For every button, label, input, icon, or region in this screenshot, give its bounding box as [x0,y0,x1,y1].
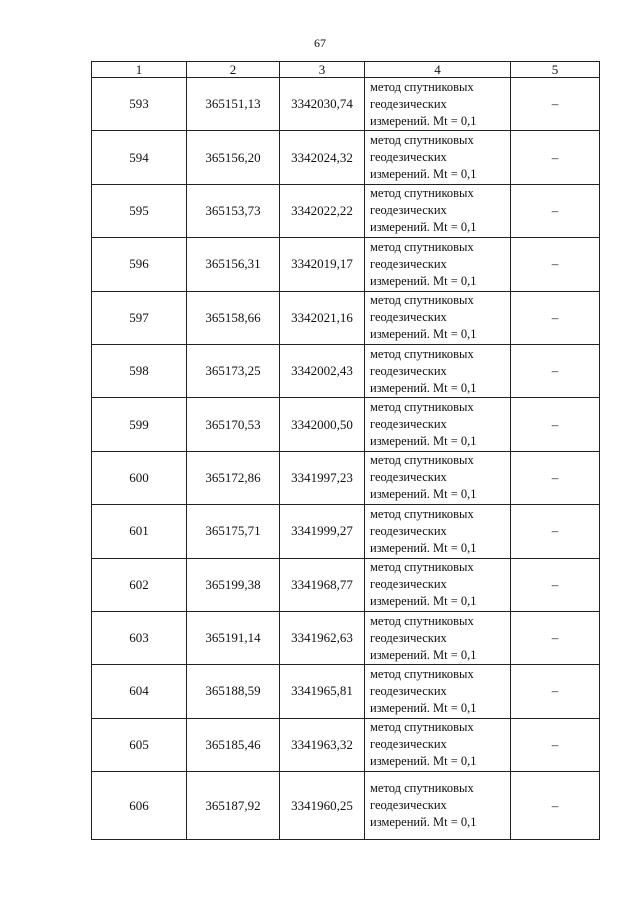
y-coordinate-cell: 3341963,32 [280,718,365,771]
x-coordinate-cell: 365170,53 [187,398,280,451]
method-cell: метод спутниковых геодезических измерений. Mt = 0,1 [365,78,511,131]
table-row [92,665,600,718]
x-coordinate-cell: 365158,66 [187,291,280,344]
table-row [92,718,600,771]
table-body [92,78,600,840]
point-number-cell: 599 [92,398,187,451]
method-cell: метод спутниковых геодезических измерений. Mt = 0,1 [365,184,511,237]
method-cell: метод спутниковых геодезических измерений. Mt = 0,1 [365,718,511,771]
point-number-cell: 600 [92,451,187,504]
table-row [92,772,600,840]
note-cell: – [511,772,600,840]
method-cell: метод спутниковых геодезических измерений. Mt = 0,1 [365,505,511,558]
point-number-cell: 601 [92,505,187,558]
note-cell: – [511,238,600,291]
point-number-cell: 594 [92,131,187,184]
y-coordinate-cell: 3341965,81 [280,665,365,718]
table-row [92,398,600,451]
x-coordinate-cell: 365156,31 [187,238,280,291]
header-col-5: 5 [511,62,600,78]
note-cell: – [511,718,600,771]
y-coordinate-cell: 3341997,23 [280,451,365,504]
y-coordinate-cell: 3342022,22 [280,184,365,237]
x-coordinate-cell: 365187,92 [187,772,280,840]
y-coordinate-cell: 3342030,74 [280,78,365,131]
note-cell: – [511,665,600,718]
method-cell: метод спутниковых геодезических измерений. Mt = 0,1 [365,291,511,344]
table-row [92,344,600,397]
table-row [92,611,600,664]
point-number-cell: 603 [92,611,187,664]
method-cell: метод спутниковых геодезических измерений. Mt = 0,1 [365,665,511,718]
header-col-1: 1 [92,62,187,78]
point-number-cell: 596 [92,238,187,291]
point-number-cell: 605 [92,718,187,771]
x-coordinate-cell: 365153,73 [187,184,280,237]
x-coordinate-cell: 365185,46 [187,718,280,771]
note-cell: – [511,291,600,344]
method-cell: метод спутниковых геодезических измерений. Mt = 0,1 [365,772,511,840]
method-cell: метод спутниковых геодезических измерений. Mt = 0,1 [365,398,511,451]
table-row [92,131,600,184]
note-cell: – [511,344,600,397]
coordinates-table [91,61,600,840]
note-cell: – [511,184,600,237]
y-coordinate-cell: 3341960,25 [280,772,365,840]
table-row [92,238,600,291]
header-row [92,62,600,78]
method-cell: метод спутниковых геодезических измерений. Mt = 0,1 [365,558,511,611]
method-cell: метод спутниковых геодезических измерений. Mt = 0,1 [365,611,511,664]
table-header [92,62,600,78]
header-col-4: 4 [365,62,511,78]
note-cell: – [511,78,600,131]
x-coordinate-cell: 365175,71 [187,505,280,558]
x-coordinate-cell: 365188,59 [187,665,280,718]
table-row [92,78,600,131]
x-coordinate-cell: 365199,38 [187,558,280,611]
point-number-cell: 595 [92,184,187,237]
point-number-cell: 597 [92,291,187,344]
note-cell: – [511,505,600,558]
y-coordinate-cell: 3341962,63 [280,611,365,664]
table-row [92,558,600,611]
table-row [92,451,600,504]
point-number-cell: 593 [92,78,187,131]
point-number-cell: 606 [92,772,187,840]
table-row [92,291,600,344]
method-cell: метод спутниковых геодезических измерений. Mt = 0,1 [365,344,511,397]
note-cell: – [511,558,600,611]
page-number: 67 [314,36,326,50]
note-cell: – [511,611,600,664]
y-coordinate-cell: 3342024,32 [280,131,365,184]
y-coordinate-cell: 3342002,43 [280,344,365,397]
table-row [92,505,600,558]
note-cell: – [511,398,600,451]
x-coordinate-cell: 365191,14 [187,611,280,664]
point-number-cell: 598 [92,344,187,397]
y-coordinate-cell: 3342019,17 [280,238,365,291]
table-row [92,184,600,237]
x-coordinate-cell: 365151,13 [187,78,280,131]
y-coordinate-cell: 3341968,77 [280,558,365,611]
y-coordinate-cell: 3342021,16 [280,291,365,344]
note-cell: – [511,131,600,184]
header-col-2: 2 [187,62,280,78]
y-coordinate-cell: 3342000,50 [280,398,365,451]
point-number-cell: 604 [92,665,187,718]
x-coordinate-cell: 365172,86 [187,451,280,504]
method-cell: метод спутниковых геодезических измерений. Mt = 0,1 [365,451,511,504]
point-number-cell: 602 [92,558,187,611]
x-coordinate-cell: 365156,20 [187,131,280,184]
note-cell: – [511,451,600,504]
method-cell: метод спутниковых геодезических измерений. Mt = 0,1 [365,131,511,184]
y-coordinate-cell: 3341999,27 [280,505,365,558]
header-col-3: 3 [280,62,365,78]
method-cell: метод спутниковых геодезических измерений. Mt = 0,1 [365,238,511,291]
x-coordinate-cell: 365173,25 [187,344,280,397]
